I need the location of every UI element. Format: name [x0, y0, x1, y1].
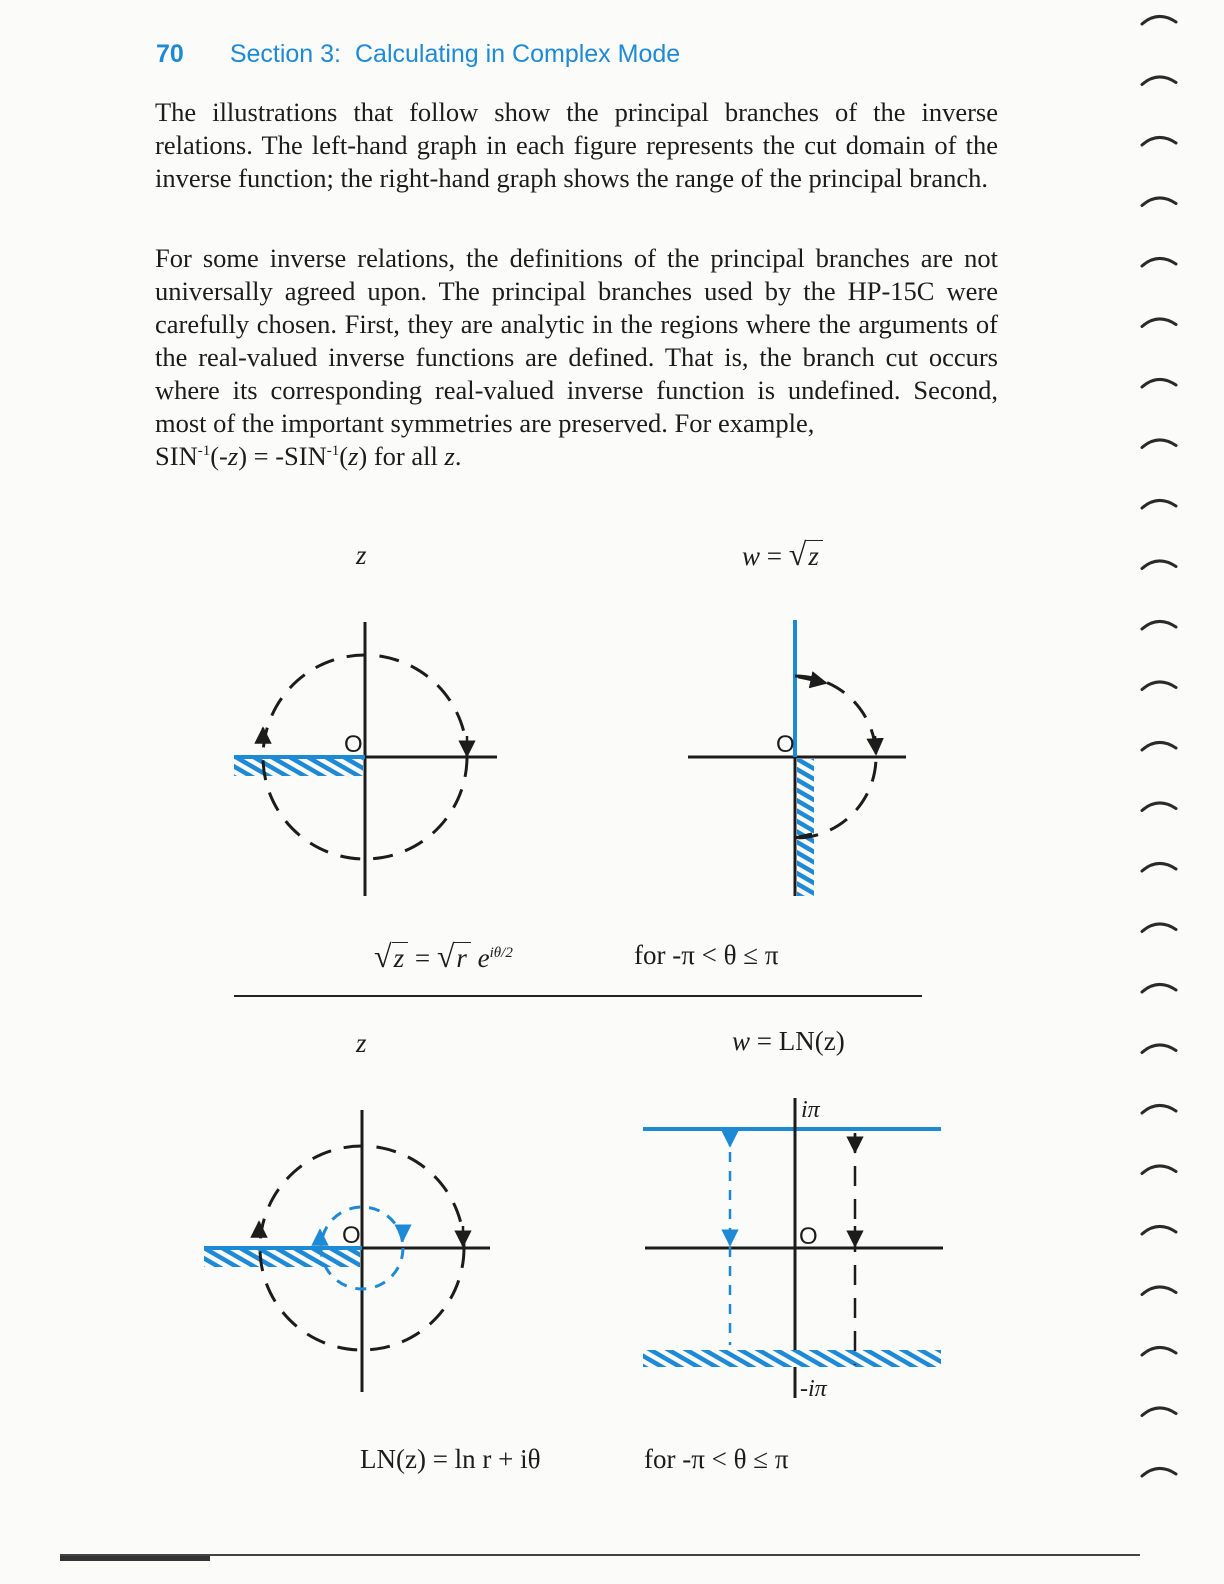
- fig2-left-label: z: [356, 1028, 367, 1058]
- binding-coil: [1142, 682, 1176, 690]
- binding-coil: [1142, 561, 1176, 569]
- binding-coil: [1142, 1468, 1176, 1476]
- fig2-right-bottom-cut: [643, 1350, 941, 1367]
- binding-coil: [1142, 863, 1176, 871]
- binding-coil: [1142, 77, 1176, 85]
- binding-coil: [1142, 1166, 1176, 1174]
- binding-coil: [1142, 803, 1176, 811]
- binding-coil: [1142, 621, 1176, 629]
- fig1-right-label: w = √z: [742, 536, 823, 573]
- fig2-condition: for -π < θ ≤ π: [644, 1444, 789, 1474]
- page-number: 70: [156, 40, 184, 68]
- fig1-left-branch-cut: [234, 759, 363, 776]
- section-title: Calculating in Complex Mode: [355, 40, 681, 68]
- binding-coil: [1142, 440, 1176, 448]
- intro-paragraph: The illustrations that follow show the principal branches of the inverse relations. The left-hand graph in each figure represents the cut domain of the inverse function; the right-hand graph shows the range of the principal branch.: [155, 97, 998, 193]
- fig1-right-origin: O: [776, 731, 795, 758]
- symmetry-paragraph: For some inverse relations, the definitions of the principal branches are not universally agreed upon. The principal branches used by the HP-15C were carefully chosen. First, they are analytic in the regions where the arguments of the real-valued inverse functions are defined. That is, the branch cut occurs where its corresponding real-valued inverse function is undefined. Second, most of the important symmetries are preserved. For example, $SIN^{-1}(-z) = -SIN^{-1}(z)$ for all z.: [155, 243, 998, 471]
- fig1-formula: √z = √r $e^{i\theta/2}$: [374, 938, 513, 974]
- fig2-right-diagram: [643, 1097, 943, 1402]
- fig2-bottom-tick: -iπ: [800, 1376, 827, 1402]
- spiral-binding: [1084, 0, 1224, 1584]
- fig1-condition: for -π < θ ≤ π: [634, 940, 779, 970]
- fig2-left-diagram: [204, 1110, 490, 1392]
- symmetry-text: For some inverse relations, the definitions of the principal branches are not universally agreed upon. The principal branches used by the HP-15C were carefully chosen. First, they are analytic in the regions where the arguments of the real-valued inverse functions are defined. That is, the branch cut occurs where its corresponding real-valued inverse function is undefined. Second, most of the important symmetries are preserved. For example,: [155, 243, 998, 438]
- binding-coil: [1142, 500, 1176, 508]
- binding-coil: [1142, 1105, 1176, 1113]
- fig1-right-branch-cut: [797, 759, 814, 896]
- fig1-left-origin: O: [344, 731, 363, 758]
- section-label: Section 3:: [229, 40, 341, 68]
- binding-coil: [1142, 198, 1176, 206]
- fig2-top-tick: iπ: [801, 1097, 820, 1123]
- fig2-right-origin: O: [799, 1223, 818, 1250]
- binding-coil: [1142, 1408, 1176, 1416]
- binding-coil: [1142, 1045, 1176, 1053]
- binding-coil: [1142, 1287, 1176, 1295]
- fig2-left-branch-cut: [204, 1250, 360, 1267]
- binding-coil: [1142, 984, 1176, 992]
- binding-coil: [1142, 924, 1176, 932]
- binding-coil: [1142, 1226, 1176, 1234]
- fig2-right-label: w = LN(z): [732, 1026, 845, 1056]
- binding-coil: [1142, 258, 1176, 266]
- binding-coil: [1142, 16, 1176, 24]
- fig1-right-diagram: [688, 620, 906, 896]
- binding-coil: [1142, 742, 1176, 750]
- page-bottom-tab: [60, 1556, 210, 1561]
- fig1-left-diagram: [234, 622, 497, 896]
- fig1-left-label: z: [356, 540, 367, 570]
- binding-coil: [1142, 137, 1176, 145]
- binding-coil: [1142, 379, 1176, 387]
- binding-coil: [1142, 319, 1176, 327]
- fig2-formula: LN(z) = ln r + iθ: [360, 1444, 541, 1474]
- page-bottom-edge: [60, 1554, 1140, 1556]
- binding-coil: [1142, 1347, 1176, 1355]
- fig2-left-origin: O: [342, 1222, 361, 1249]
